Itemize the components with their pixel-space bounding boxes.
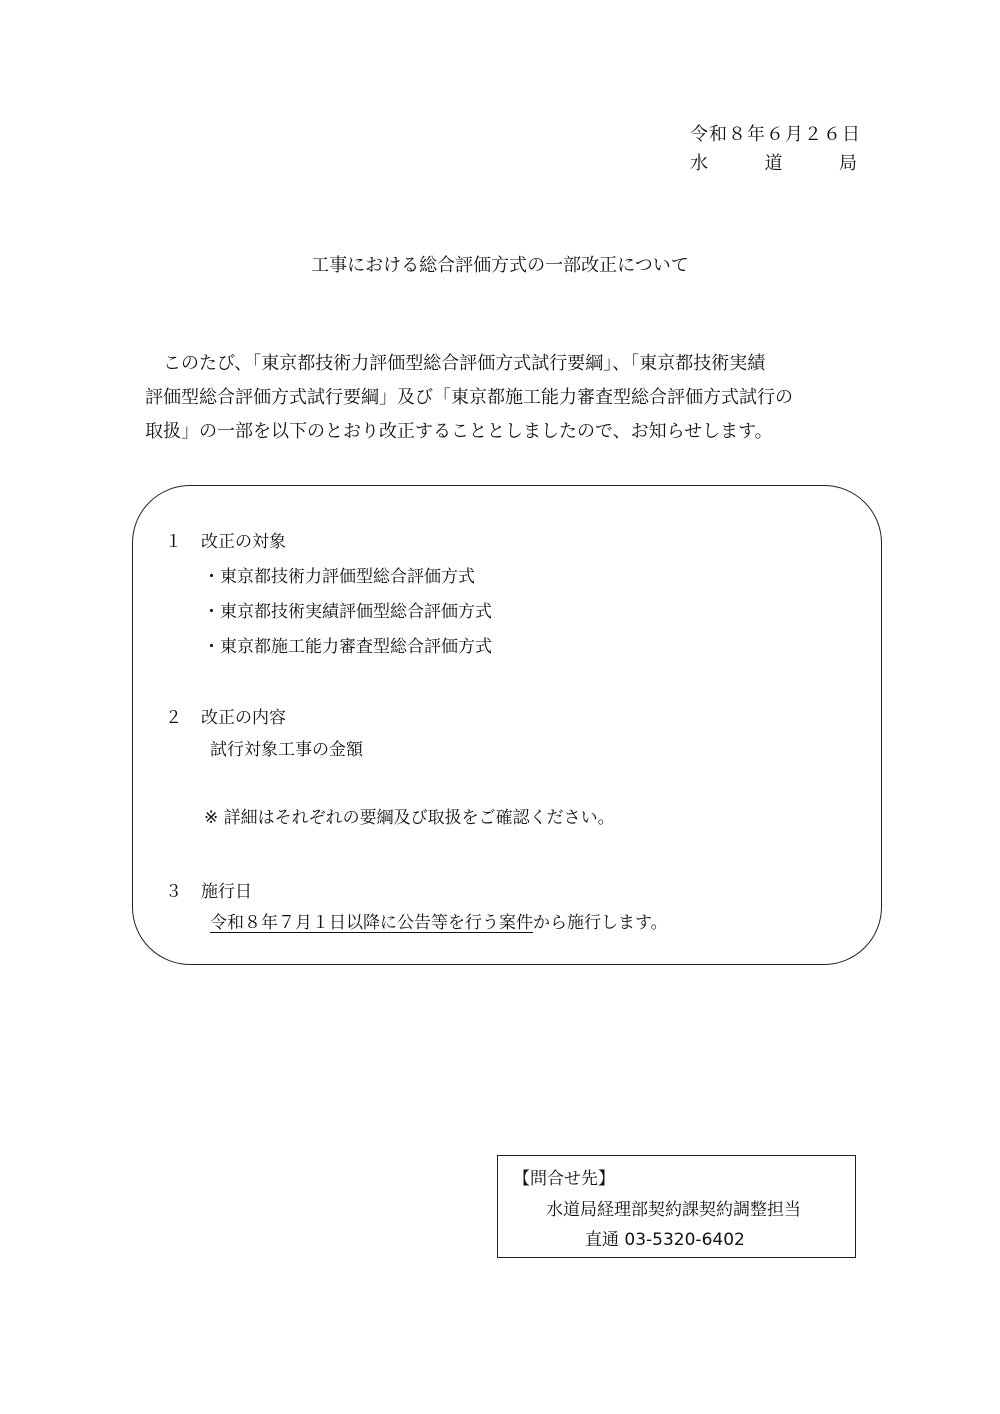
issuer-char: 水 — [690, 153, 708, 174]
contact-department: 水道局経理部契約課契約調整担当 — [546, 1200, 801, 1220]
section-number: ２ — [165, 708, 182, 728]
target-item: ・東京都技術力評価型総合評価方式 — [203, 567, 475, 587]
intro-line: 評価型総合評価方式試行要綱」及び「東京都施工能力審査型総合評価方式試行の — [145, 387, 793, 408]
target-item: ・東京都技術実績評価型総合評価方式 — [203, 602, 492, 622]
issuer-char: 道 — [764, 153, 783, 174]
contact-phone: 直通 03-5320-6402 — [585, 1230, 745, 1250]
section-number: １ — [165, 532, 182, 552]
issuer — [690, 149, 857, 175]
effective-date-underlined: 令和８年７月１日以降に公告等を行う案件 — [210, 913, 533, 933]
section-1-heading — [165, 527, 286, 552]
contact-heading: 【問合せ先】 — [513, 1169, 615, 1189]
section-3-heading — [165, 877, 252, 902]
section-title: 改正の内容 — [201, 708, 286, 728]
section-title: 改正の対象 — [201, 532, 286, 552]
intro-paragraph — [145, 347, 865, 449]
target-item: ・東京都施工能力審査型総合評価方式 — [203, 637, 492, 657]
section-2-heading — [165, 703, 286, 728]
intro-line: 取扱」の一部を以下のとおり改正することとしましたので、お知らせします。 — [145, 421, 773, 442]
section-number: ３ — [165, 882, 182, 902]
effective-date-rest: から施行します。 — [533, 913, 668, 933]
section-2-note: ※ 詳細はそれぞれの要綱及び取扱をご確認ください。 — [204, 808, 615, 828]
section-2-body: 試行対象工事の金額 — [210, 740, 363, 760]
document-date: 令和８年６月２６日 — [690, 124, 861, 145]
issuer-char: 局 — [839, 153, 857, 174]
contact-box — [497, 1155, 856, 1258]
section-title: 施行日 — [201, 882, 252, 902]
document-title: 工事における総合評価方式の一部改正について — [311, 255, 689, 276]
section-3-body — [210, 908, 668, 933]
intro-line: このたび、「東京都技術力評価型総合評価方式試行要綱」、「東京都技術実績 — [163, 353, 766, 374]
